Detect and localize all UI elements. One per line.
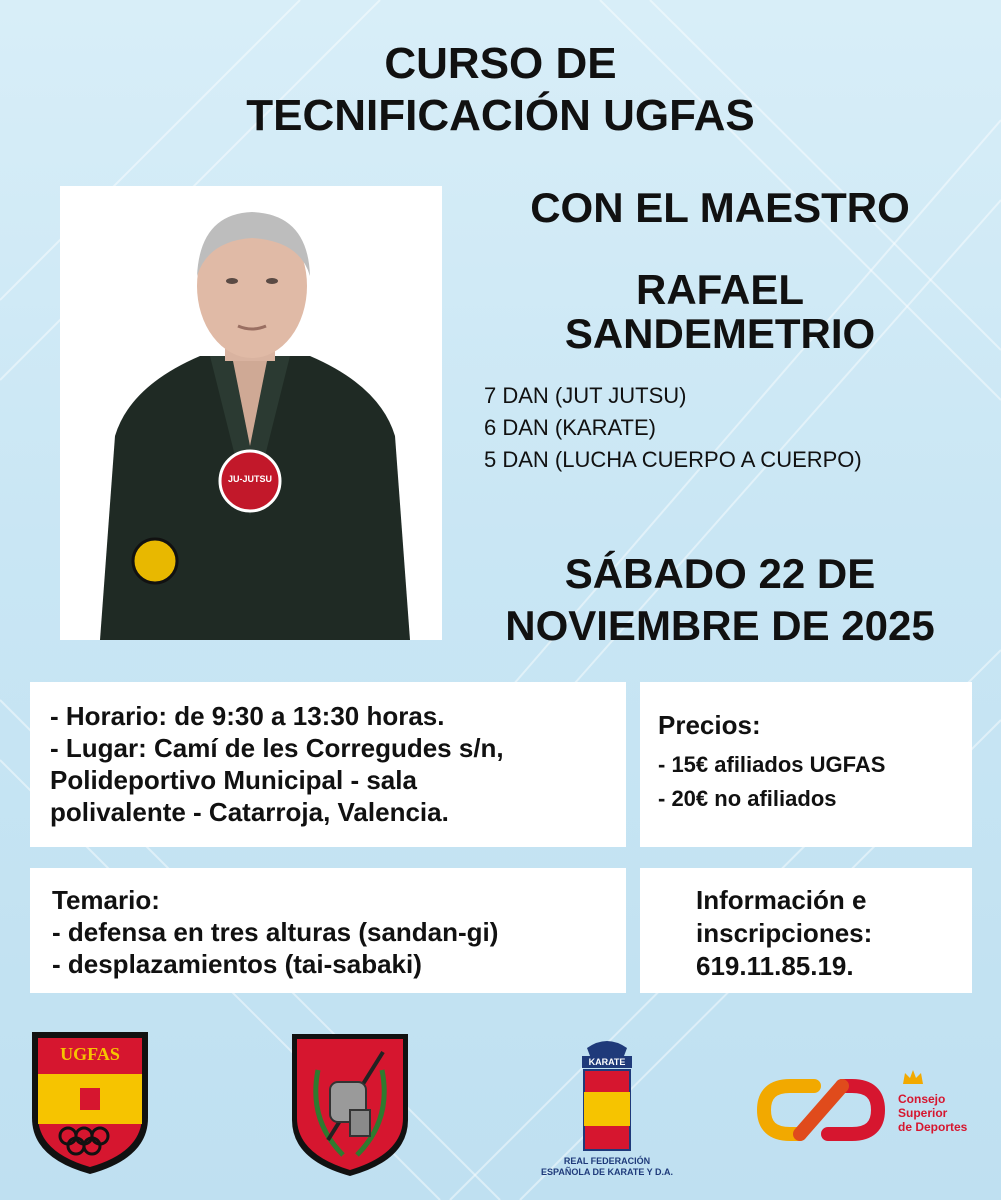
info-box <box>30 682 626 847</box>
contact-line-1: Información e <box>696 885 867 915</box>
contact-box <box>640 868 972 993</box>
rank-item: 6 DAN (KARATE) <box>484 415 656 440</box>
info-line: Polideportivo Municipal - sala <box>50 765 417 795</box>
info-line: - Lugar: Camí de les Corregudes s/n, <box>50 733 504 763</box>
rfek-caption <box>532 1156 682 1178</box>
contact-line-2: inscripciones: <box>696 918 873 948</box>
name-line-1: RAFAEL <box>636 266 804 313</box>
info-line: - Horario: de 9:30 a 13:30 horas. <box>50 701 445 731</box>
contact-phone: 619.11.85.19. <box>696 951 854 981</box>
maestro-portrait <box>60 186 442 640</box>
prices-box <box>640 682 972 847</box>
date-line-1: SÁBADO 22 DE <box>564 550 876 597</box>
csd-line-3: de Deportes <box>898 1120 968 1134</box>
rank-item: 7 DAN (JUT JUTSU) <box>484 383 687 408</box>
syllabus-item: - defensa en tres alturas (sandan-gi) <box>52 917 499 947</box>
page-title <box>0 38 1001 142</box>
maestro-name <box>490 268 950 356</box>
gauntlet-crest-icon <box>288 1030 412 1180</box>
csd-logo <box>756 1068 981 1148</box>
title-line-1: CURSO DE <box>384 39 617 88</box>
name-line-2: SANDEMETRIO <box>564 310 876 357</box>
rfek-logo <box>532 1030 682 1178</box>
info-line: polivalente - Catarroja, Valencia. <box>50 797 449 827</box>
price-item: - 20€ no afiliados <box>658 786 837 811</box>
syllabus-box <box>30 868 626 993</box>
csd-caption <box>898 1092 967 1134</box>
rfek-caption-line-1: REAL FEDERACIÓN <box>563 1156 651 1166</box>
syllabus-heading: Temario: <box>52 885 160 915</box>
rfek-caption-line-2: ESPAÑOLA DE KARATE Y D.A. <box>540 1167 674 1177</box>
ugfas-logo <box>28 1028 152 1178</box>
event-date <box>480 548 960 652</box>
csd-line-1: Consejo <box>898 1092 946 1106</box>
title-line-2: TECNIFICACIÓN UGFAS <box>246 91 755 140</box>
price-item: - 15€ afiliados UGFAS <box>658 752 886 777</box>
csd-line-2: Superior <box>898 1106 948 1120</box>
gi-patch-text: JU-JUTSU <box>227 474 272 484</box>
rank-list <box>484 380 862 476</box>
ugfas-logo-text: UGFAS <box>60 1044 120 1064</box>
prices-heading: Precios: <box>658 710 761 740</box>
maestro-photo <box>60 186 442 640</box>
rank-item: 5 DAN (LUCHA CUERPO A CUERPO) <box>484 447 862 472</box>
crown-icon <box>901 1068 925 1086</box>
syllabus-item: - desplazamientos (tai-sabaki) <box>52 949 422 979</box>
date-line-2: NOVIEMBRE DE 2025 <box>505 602 935 649</box>
maestro-label: CON EL MAESTRO <box>530 184 910 231</box>
rfek-banner-text: KARATE <box>588 1057 626 1067</box>
